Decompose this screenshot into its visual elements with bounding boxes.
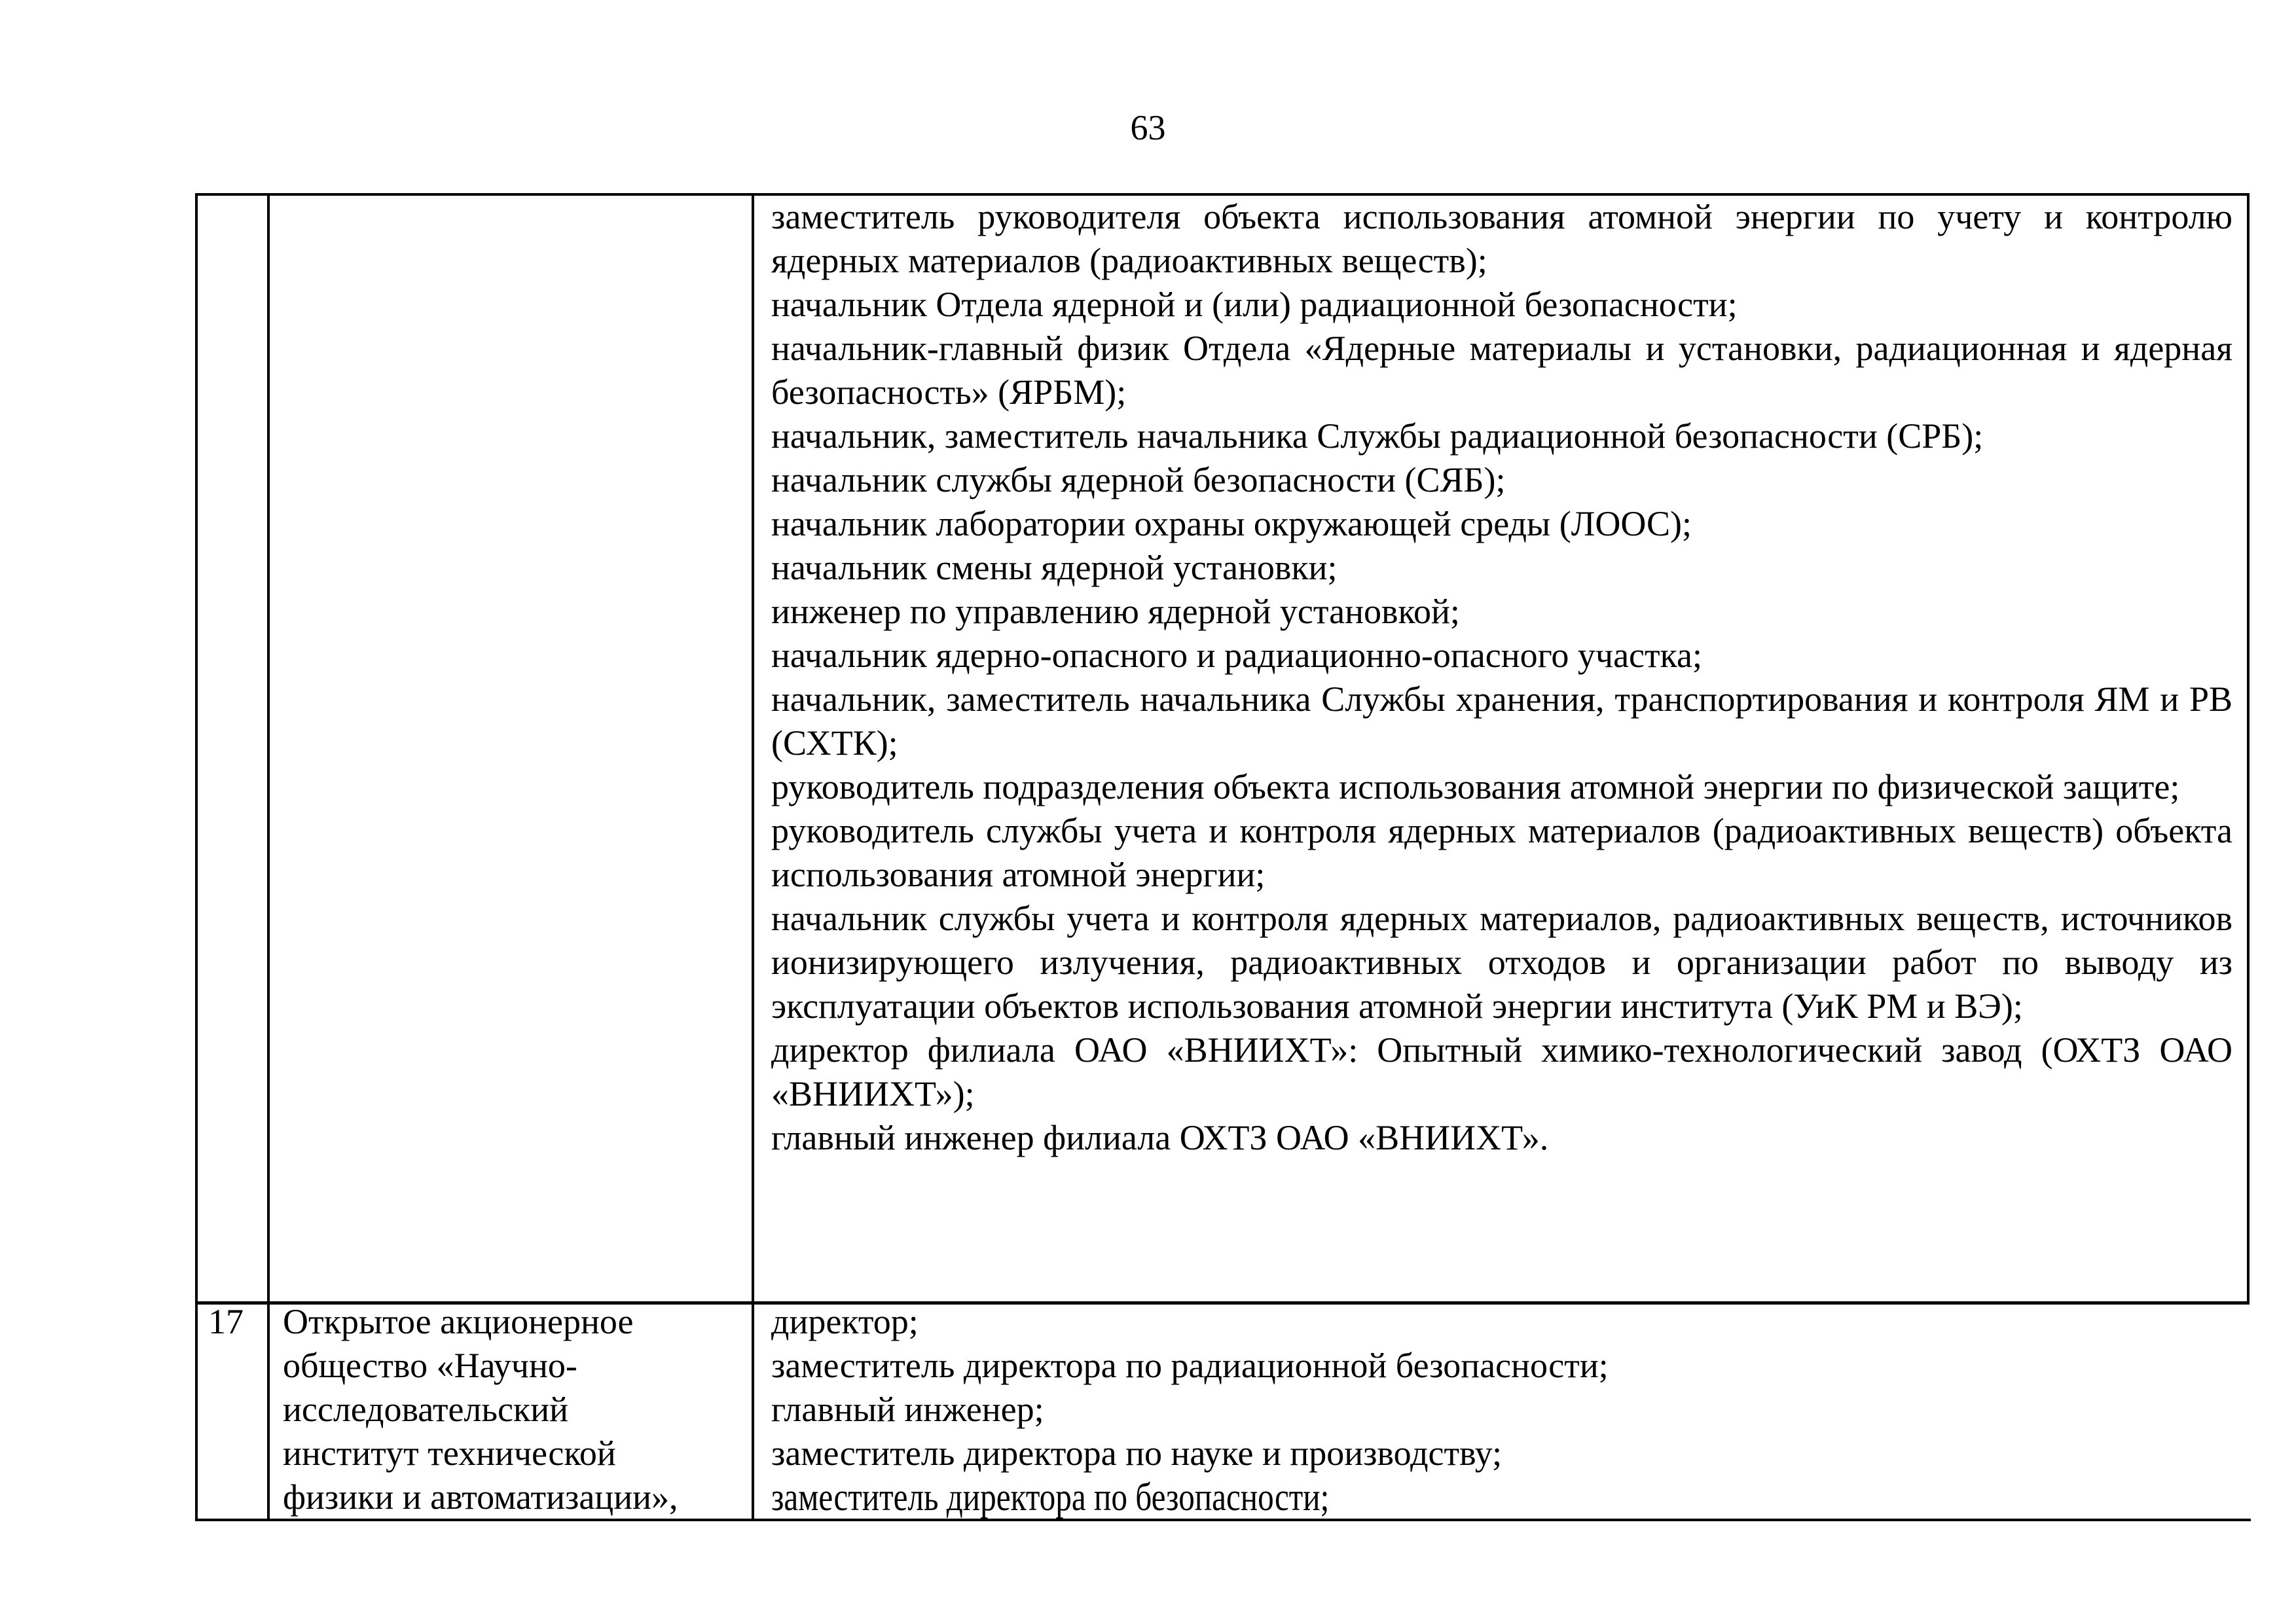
position-item: главный инженер;	[771, 1390, 1044, 1429]
position-item-condensed: заместитель директора по безопасности;	[771, 1475, 1330, 1519]
position-item: начальник ядерно-опасного и радиационно-опасного участка;	[771, 636, 1703, 675]
organization-cell	[283, 1300, 754, 1519]
position-item: заместитель директора по радиационной безопасности;	[771, 1346, 1609, 1385]
row-number: 17	[208, 1302, 244, 1341]
organization-line: исследовательский	[283, 1390, 569, 1429]
position-item: начальник-главный физик Отдела «Ядерные материалы и установки, радиационная и ядерная безопасность» (ЯРБМ);	[771, 329, 2232, 412]
position-item: начальник, заместитель начальника Службы радиационной безопасности (СРБ);	[771, 416, 1984, 456]
position-item: начальник смены ядерной установки;	[771, 548, 1338, 587]
position-item: начальник службы ядерной безопасности (СЯБ);	[771, 460, 1506, 499]
positions-cell-continued	[771, 195, 2232, 1160]
column-divider-organization	[752, 193, 754, 1304]
position-item	[771, 1475, 2232, 1521]
positions-cell-row17	[771, 1300, 2232, 1521]
position-item: заместитель директора по науке и производству;	[771, 1434, 1503, 1473]
position-item: начальник Отдела ядерной и (или) радиационной безопасности;	[771, 285, 1738, 324]
column-divider-number-row17	[267, 1302, 270, 1521]
position-item: инженер по управлению ядерной установкой;	[771, 592, 1460, 631]
organization-line: общество «Научно-	[283, 1346, 577, 1385]
position-item: руководитель подразделения объекта использования атомной энергии по физической защите;	[771, 767, 2180, 806]
row-17-left-border	[195, 1302, 198, 1521]
position-item: директор;	[771, 1302, 919, 1341]
position-item: директор филиала ОАО «ВНИИХТ»: Опытный химико-технологический завод (ОХТЗ ОАО «ВНИИХТ»);	[771, 1030, 2232, 1113]
position-item: начальник, заместитель начальника Службы хранения, транспортирования и контроля ЯМ и РВ (СХТК);	[771, 679, 2232, 763]
position-item: начальник службы учета и контроля ядерных материалов, радиоактивных веществ, источников ионизирующего излучения, радиоактивных отходов и организации работ по выводу из эксплуатации объектов использования атомной энергии института (УиК РМ и ВЭ);	[771, 899, 2232, 1026]
position-item: руководитель службы учета и контроля ядерных материалов (радиоактивных веществ) объекта использования атомной энергии;	[771, 811, 2232, 894]
organization-line: физики и автоматизации»,	[283, 1477, 678, 1517]
position-item: заместитель руководителя объекта использования атомной энергии по учету и контролю ядерных материалов (радиоактивных веществ);	[771, 197, 2232, 280]
page-number: 63	[1130, 108, 1166, 147]
organization-line: институт технической	[283, 1434, 616, 1473]
position-item: начальник лаборатории охраны окружающей среды (ЛООС);	[771, 504, 1692, 543]
position-item: главный инженер филиала ОХТЗ ОАО «ВНИИХТ».	[771, 1118, 1549, 1157]
column-divider-number	[267, 193, 270, 1304]
organization-line: Открытое акционерное	[283, 1302, 634, 1341]
